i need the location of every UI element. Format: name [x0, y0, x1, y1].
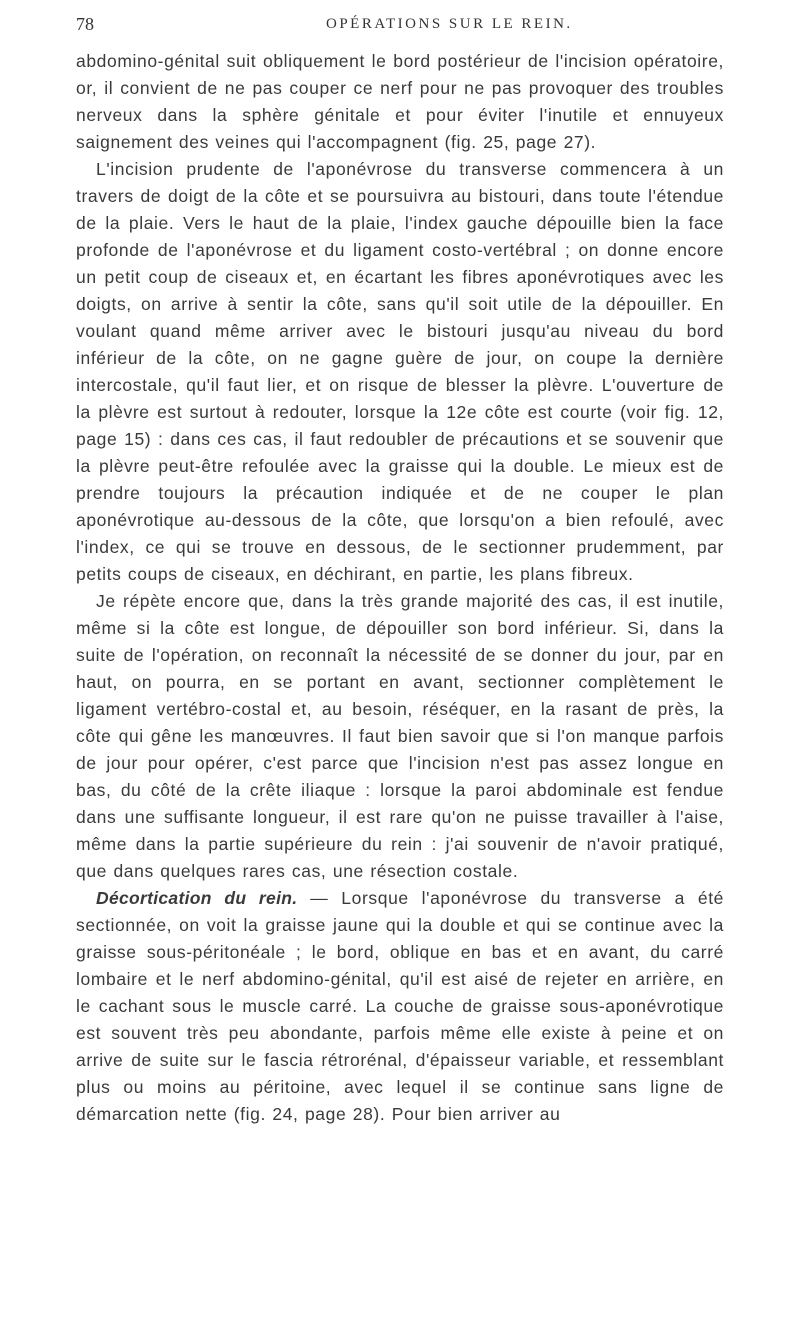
paragraph-2: L'incision prudente de l'aponévrose du transverse commencera à un travers de doigt de la côte et se poursuivra au bistouri, dans toute l'étendue de la plaie. Vers le haut de la plaie, l'index gauche dépouille bien la face profonde de l'aponévrose et du ligament costo-vertébral ; on donne encore un petit coup de ciseaux et, en écartant les fibres aponévrotiques avec les doigts, on arrive à sentir la côte, sans qu'il soit utile de la dépouiller. En voulant quand même arriver avec le bistouri jusqu'au niveau du bord inférieur de la côte, on ne gagne guère de jour, on coupe la dernière intercostale, qu'il faut lier, et on risque de blesser la plèvre. L'ouverture de la plèvre est surtout à redouter, lorsque la 12e côte est courte (voir fig. 12, page 15) : dans ces cas, il faut redoubler de précautions et se souvenir que la plèvre peut-être refoulée avec la graisse qui la double. Le mieux est de prendre toujours la précaution indiquée et de ne couper le plan aponévrotique au-dessous de la côte, que lorsqu'on a bien refoulé, avec l'index, ce qui se trouve en dessous, de le sectionner prudemment, par petits coups de ciseaux, en déchirant, en partie, les plans fibreux.	[76, 159, 724, 584]
paragraph-4	[76, 885, 724, 1128]
paragraph-1: abdomino-génital suit obliquement le bord postérieur de l'incision opératoire, or, il convient de ne pas couper ce nerf pour ne pas provoquer des troubles nerveux dans la sphère génitale et pour éviter l'inutile et ennuyeux saignement des veines qui l'accompagnent (fig. 25, page 27).	[76, 51, 724, 152]
body-text	[76, 48, 724, 1128]
paragraph-4-text: — Lorsque l'aponévrose du transverse a été sectionnée, on voit la graisse jaune qui la double et qui se continue avec la graisse sous-péritonéale ; le bord, oblique en bas et en avant, du carré lombaire et le nerf abdomino-génital, qu'il est aisé de rejeter en arrière, en le cachant sous le muscle carré. La couche de graisse sous-aponévrotique est souvent très peu abondante, parfois même elle existe à peine et on arrive de suite sur le fascia rétrorénal, d'épaisseur variable, et ressemblant plus ou moins au péritoine, avec lequel il se continue sans ligne de démarcation nette (fig. 24, page 28). Pour bien arriver au	[76, 888, 724, 1124]
page-number: 78	[76, 14, 94, 34]
section-title: Décortication du rein.	[96, 888, 298, 908]
running-head: OPÉRATIONS SUR LE REIN.	[326, 16, 573, 32]
page-header	[76, 8, 724, 44]
paragraph-3: Je répète encore que, dans la très grande majorité des cas, il est inutile, même si la côte est longue, de dépouiller son bord inférieur. Si, dans la suite de l'opération, on reconnaît la nécessité de se donner du jour, par en haut, on pourra, en se portant en avant, sectionner complètement le ligament vertébro-costal et, au besoin, réséquer, en la rasant de près, la côte qui gêne les manœuvres. Il faut bien savoir que si l'on manque parfois de jour pour opérer, c'est parce que l'incision n'est pas assez longue en bas, du côté de la crête iliaque : lorsque la paroi abdominale est fendue dans une suffisante longueur, il est rare qu'on ne puisse travailler à l'aise, même dans la partie supérieure du rein : j'ai souvenir de n'avoir pratiqué, que dans quelques rares cas, une résection costale.	[76, 591, 724, 881]
